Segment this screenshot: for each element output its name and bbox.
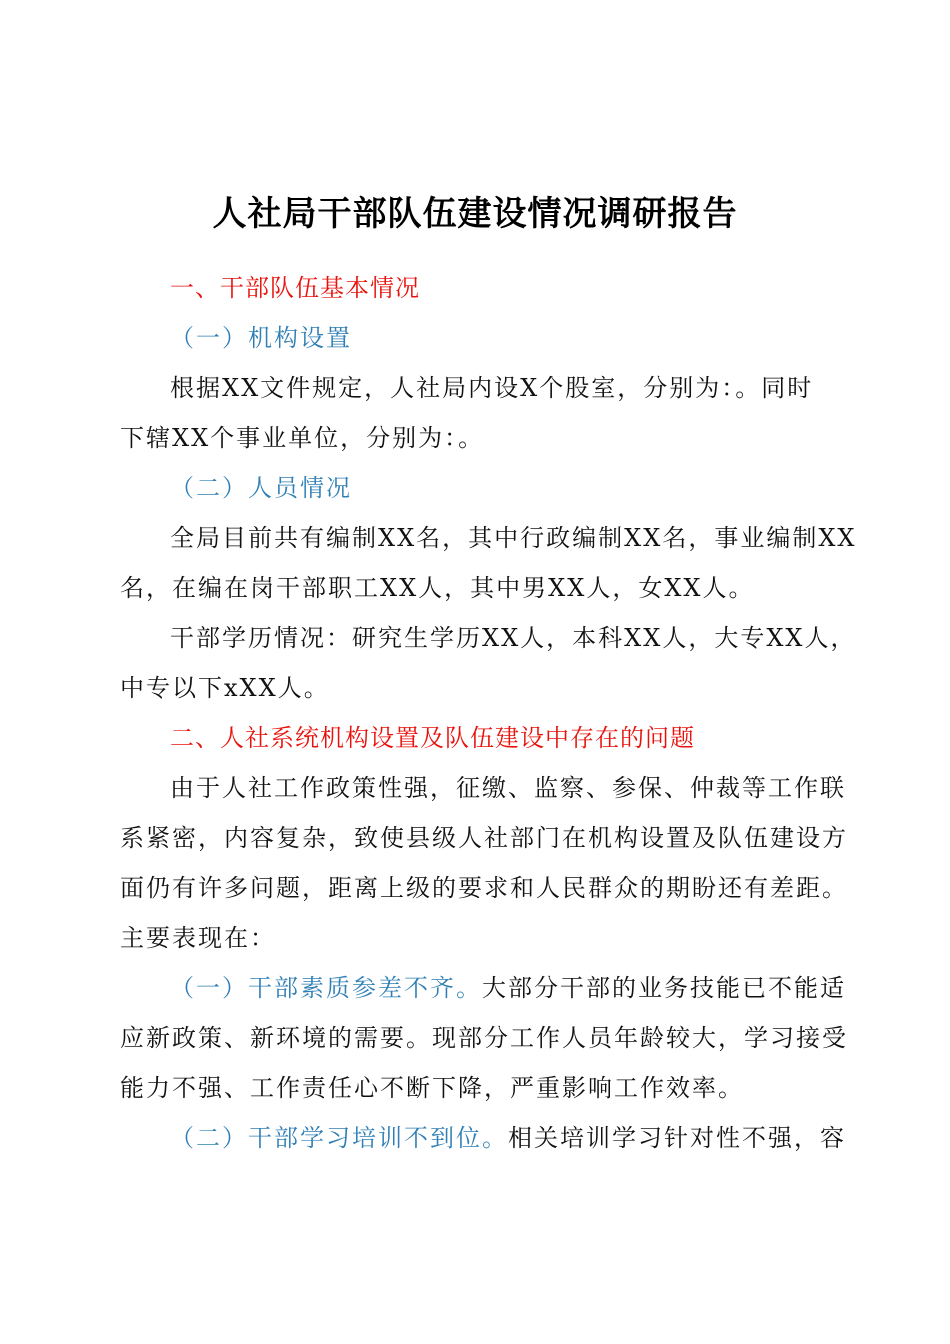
section-1-heading: 一、干部队伍基本情况: [170, 274, 420, 302]
paragraph-line: 系紧密，内容复杂，致使县级人社部门在机构设置及队伍建设方: [120, 824, 848, 852]
subsection-1-heading: （一）机构设置: [170, 324, 352, 352]
paragraph-org-setup: [120, 363, 832, 463]
paragraph-education: [120, 613, 857, 713]
paragraph-line: 中专以下xXX人。: [120, 674, 330, 702]
point-2-text: 相关培训学习针对性不强，容: [508, 1124, 846, 1152]
paragraph-point-2: [120, 1113, 846, 1163]
paragraph-line: [120, 1113, 846, 1163]
point-2-label: （二）干部学习培训不到位。: [170, 1124, 508, 1152]
point-1-text: 大部分干部的业务技能已不能适: [482, 974, 846, 1002]
paragraph-line: 干部学历情况：研究生学历XX人，本科XX人，大专XX人，: [170, 624, 857, 652]
paragraph-line: 主要表现在：: [120, 924, 276, 952]
paragraph-point-1: [120, 963, 848, 1113]
paragraph-line: 应新政策、新环境的需要。现部分工作人员年龄较大，学习接受: [120, 1024, 848, 1052]
document-title: 人社局干部队伍建设情况调研报告: [212, 194, 738, 234]
paragraph-line: 能力不强、工作责任心不断下降，严重影响工作效率。: [120, 1074, 744, 1102]
paragraph-line: 全局目前共有编制XX名，其中行政编制XX名，事业编制XX: [170, 524, 857, 552]
paragraph-line: 根据XX文件规定，人社局内设X个股室，分别为：。同时: [170, 374, 814, 402]
paragraph-line: 名，在编在岗干部职工XX人，其中男XX人，女XX人。: [120, 574, 755, 602]
section-2-heading: 二、人社系统机构设置及队伍建设中存在的问题: [170, 724, 695, 752]
paragraph-line: [120, 963, 846, 1013]
paragraph-problems-intro: [120, 763, 848, 963]
paragraph-line: 面仍有许多问题，距离上级的要求和人民群众的期盼还有差距。: [120, 874, 848, 902]
paragraph-line: 下辖XX个事业单位，分别为：。: [120, 424, 485, 452]
subsection-2-heading: （二）人员情况: [170, 474, 352, 502]
paragraph-line: 由于人社工作政策性强，征缴、监察、参保、仲裁等工作联: [170, 774, 846, 802]
paragraph-staffing: [120, 513, 857, 613]
point-1-label: （一）干部素质参差不齐。: [170, 974, 482, 1002]
